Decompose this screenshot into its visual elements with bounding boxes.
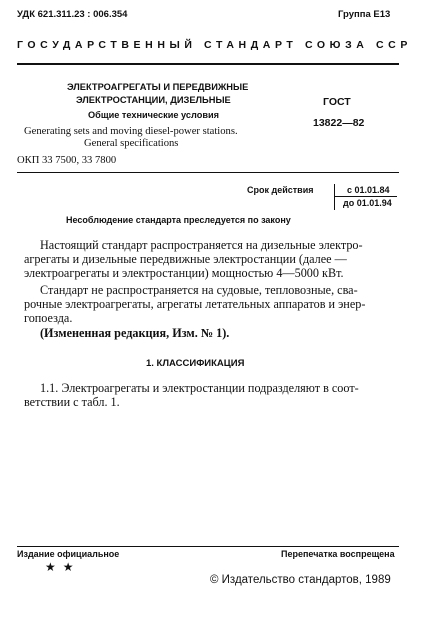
paragraph-exclusions [24,283,392,325]
validity-rule [334,196,397,197]
english-title-line-1: Generating sets and moving diesel-power stations. [24,126,238,137]
paragraph-scope [24,238,392,280]
copyright-notice: © Издательство стандартов, 1989 [210,574,391,586]
validity-from: с 01.01.84 [347,185,390,195]
validity-to: до 01.01.94 [343,198,392,208]
paragraph-line: ветствии с табл. 1. [24,395,120,409]
udk-code: УДК 621.311.23 : 006.354 [17,9,128,20]
stars-mark: ★ ★ [45,560,76,574]
footer-rule [17,546,399,547]
section-title: 1. КЛАССИФИКАЦИЯ [146,358,245,369]
reprint-prohibited: Перепечатка воспрещена [281,549,395,559]
paragraph-line: Стандарт не распространяется на судовые, тепловозные, сва- [40,283,358,297]
okp-code: ОКП 33 7500, 33 7800 [17,155,117,166]
subtitle: Общие технические условия [88,110,219,120]
state-standard-heading: ГОСУДАРСТВЕННЫЙ СТАНДАРТ СОЮЗА ССР [17,39,412,51]
gost-number: 13822—82 [313,117,365,129]
title-line-2: ЭЛЕКТРОСТАНЦИИ, ДИЗЕЛЬНЫЕ [76,95,231,105]
group-code: Группа Е13 [338,9,391,20]
paragraph-line: рочные электроагрегаты, агрегаты летательных аппаратов и энер- [24,297,366,311]
title-line-1: ЭЛЕКТРОАГРЕГАТЫ И ПЕРЕДВИЖНЫЕ [67,82,249,92]
paragraph-line: гопоезда. [24,311,73,325]
title-block-rule [17,172,399,173]
amendment-note: (Измененная редакция, Изм. № 1). [40,326,230,340]
validity-divider [334,184,335,210]
paragraph-classification [24,381,392,409]
paragraph-line: 1.1. Электроагрегаты и электростанции подразделяют в соот- [40,381,359,395]
header-rule [17,63,399,65]
official-edition: Издание официальное [17,549,120,559]
paragraph-line: Настоящий стандарт распространяется на дизельные электро- [40,238,363,252]
paragraph-line: агрегаты и дизельные передвижные электростанции (далее — [24,252,347,266]
paragraph-line: электроагрегаты и электростанции) мощностью 4—5000 кВт. [24,266,344,280]
english-title-line-2: General specifications [84,138,179,149]
validity-label: Срок действия [247,185,314,195]
gost-label: ГОСТ [323,96,351,108]
law-notice: Несоблюдение стандарта преследуется по закону [66,215,291,225]
